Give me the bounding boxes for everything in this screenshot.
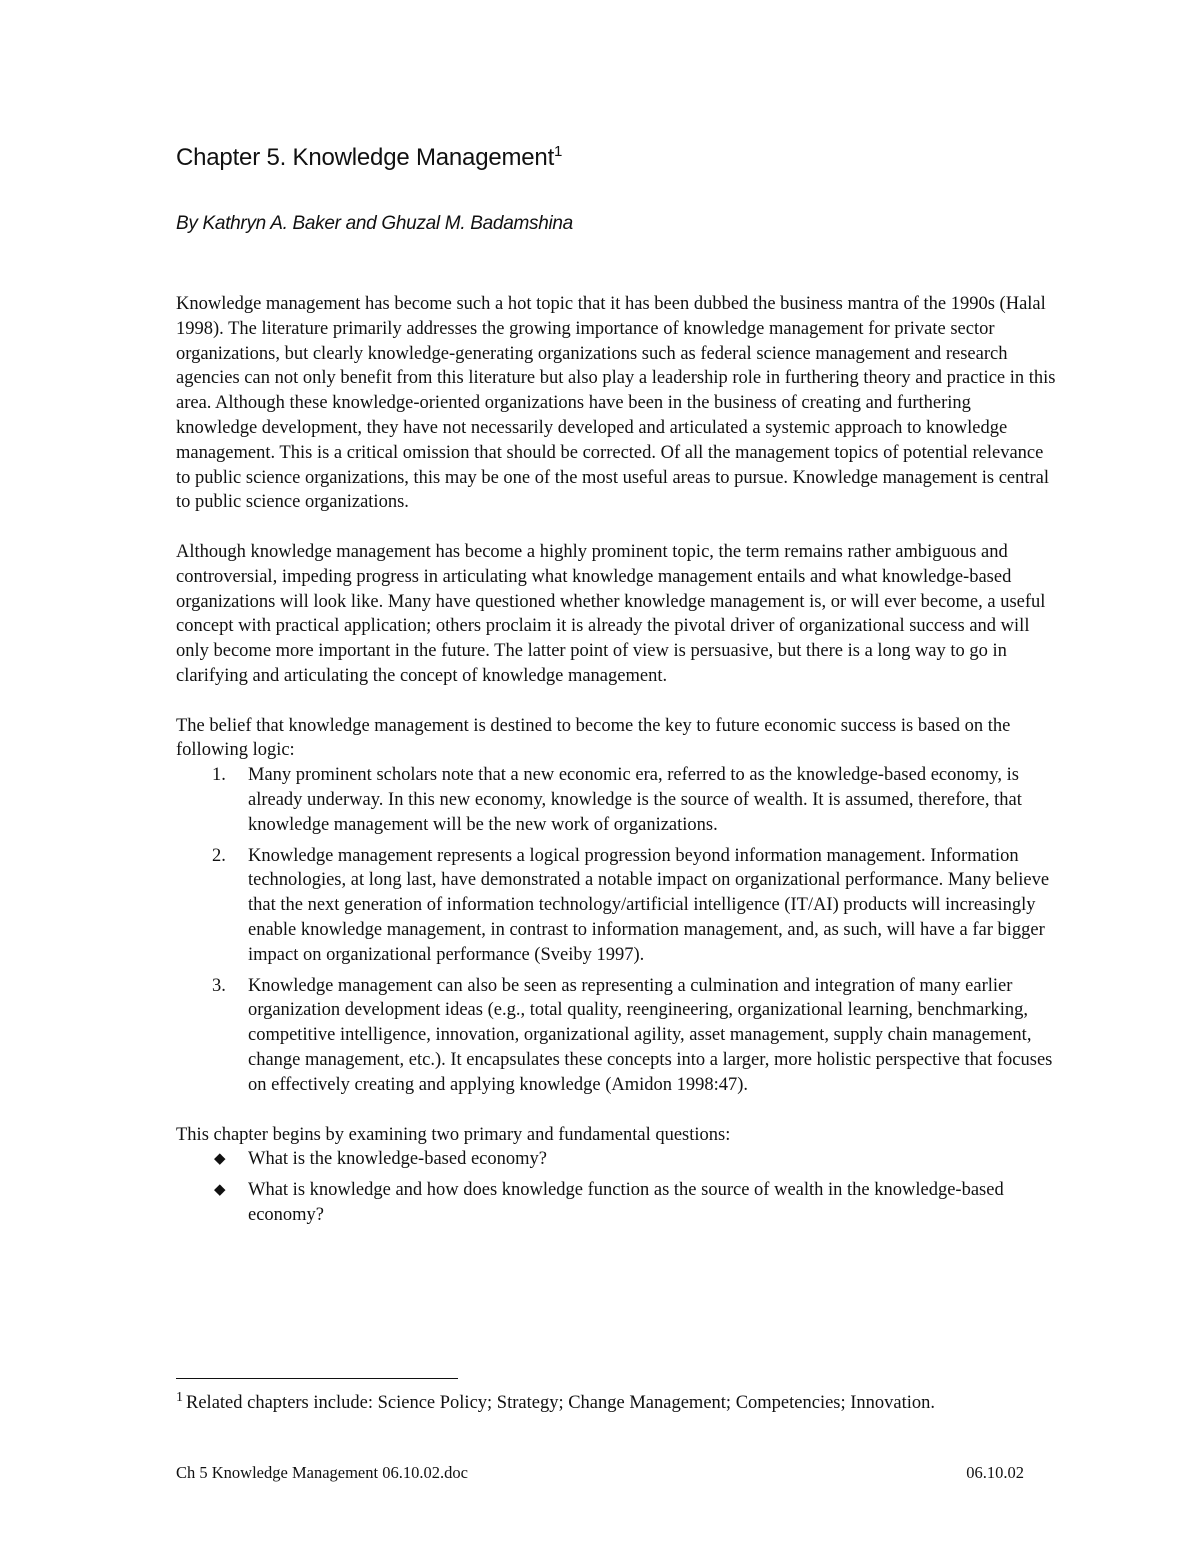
- list-number: 1.: [212, 765, 226, 786]
- list-item-text: What is the knowledge-based economy?: [248, 1149, 547, 1170]
- list-item: [176, 974, 1056, 1098]
- list-item: [176, 1147, 1056, 1172]
- footer-filename: Ch 5 Knowledge Management 06.10.02.doc: [176, 1463, 468, 1482]
- footnote-marker: 1: [176, 1390, 183, 1405]
- footer-date: 06.10.02: [966, 1463, 1024, 1482]
- footnote-divider: [176, 1378, 458, 1379]
- footnote-text: Related chapters include: Science Policy; Strategy; Change Management; Competencies; Innovation.: [186, 1393, 936, 1413]
- list-item-text: Knowledge management represents a logical progression beyond information management. Information technologies, at long last, have demonstrated a notable impact on organizational performance. Many believe that the next generation of information technology/artificial intelligence (IT/AI) products will increasingly enable knowledge management, in contrast to information management, and, as such, will have a far bigger impact on organizational performance (Sveiby 1997).: [248, 845, 1050, 965]
- list-item-text: Many prominent scholars note that a new economic era, referred to as the knowledge-based economy, is already underway. In this new economy, knowledge is the source of wealth. It is assumed, therefore, that knowledge management will be the new work of organizations.: [248, 765, 1022, 835]
- body-text: [176, 292, 1056, 1234]
- diamond-bullet-icon: ◆: [214, 1182, 226, 1199]
- title-footnote-marker: 1: [554, 143, 563, 160]
- list-item-text: What is knowledge and how does knowledge function as the source of wealth in the knowledge-based economy?: [248, 1180, 1004, 1225]
- paragraph-2: Although knowledge management has become a highly prominent topic, the term remains rather ambiguous and controversial, impeding progress in articulating what knowledge management entails and what knowledge-based organizations will look like. Many have questioned whether knowledge management is, or will ever become, a useful concept with practical application; others proclaim it is already the pivotal driver of organizational success and will only become more important in the future. The latter point of view is persuasive, but there is a long way to go in clarifying and articulating the concept of knowledge management.: [176, 541, 1046, 686]
- list-number: 2.: [212, 845, 226, 866]
- page-title: [176, 143, 562, 172]
- logic-intro: The belief that knowledge management is destined to become the key to future economic success is based on the following logic:: [176, 715, 1011, 761]
- numbered-list: [176, 763, 1056, 1097]
- list-number: 3.: [212, 975, 226, 996]
- title-text: Chapter 5. Knowledge Management: [176, 144, 555, 171]
- footnote: [176, 1386, 935, 1415]
- list-item-text: Knowledge management can also be seen as representing a culmination and integration of many earlier organization development ideas (e.g., total quality, reengineering, organizational learning, benchmarking, competitive intelligence, innovation, organizational agility, asset management, supply chain management, change management, etc.). It encapsulates these concepts into a larger, more holistic perspective that focuses on effectively creating and applying knowledge (Amidon 1998:47).: [248, 975, 1053, 1095]
- list-item: [176, 763, 1056, 837]
- list-item: [176, 844, 1056, 968]
- diamond-bullet-icon: ◆: [214, 1151, 226, 1168]
- byline: By Kathryn A. Baker and Ghuzal M. Badamshina: [176, 213, 573, 234]
- bullet-list: [176, 1147, 1056, 1227]
- questions-intro: This chapter begins by examining two primary and fundamental questions:: [176, 1124, 731, 1145]
- paragraph-1: Knowledge management has become such a hot topic that it has been dubbed the business mantra of the 1990s (Halal 1998). The literature primarily addresses the growing importance of knowledge management for private sector organizations, but clearly knowledge-generating organizations such as federal science management and research agencies can not only benefit from this literature but also play a leadership role in furthering theory and practice in this area. Although these knowledge-oriented organizations have been in the business of creating and furthering knowledge development, they have not necessarily developed and articulated a systemic approach to knowledge management. This is a critical omission that should be corrected. Of all the management topics of potential relevance to public science organizations, this may be one of the most useful areas to pursue. Knowledge management is central to public science organizations.: [176, 294, 1056, 513]
- list-item: [176, 1178, 1056, 1228]
